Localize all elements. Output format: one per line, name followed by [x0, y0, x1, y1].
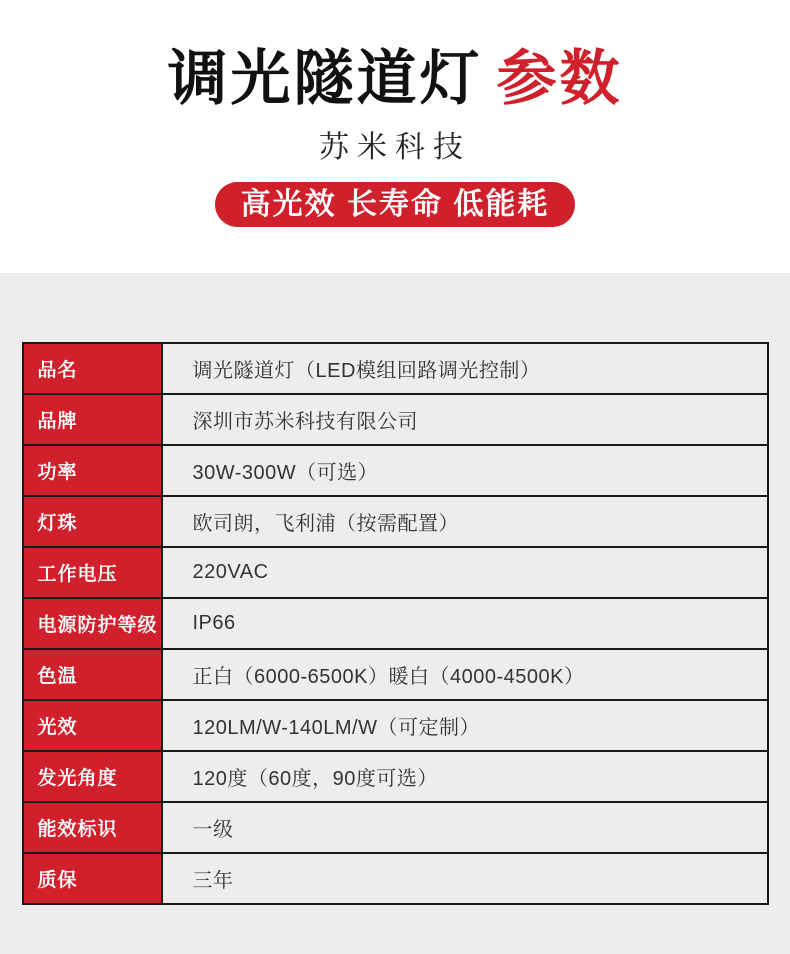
spec-row-value: IP66: [192, 612, 236, 634]
spec-row-label: 品名: [24, 344, 163, 393]
spec-row-value: 深圳市苏米科技有限公司: [192, 411, 418, 433]
spec-section: [0, 273, 790, 954]
spec-row: [24, 650, 767, 701]
spec-row-label: 光效: [24, 701, 163, 750]
spec-row: [24, 344, 767, 395]
spec-row: [24, 803, 767, 854]
spec-row-value: 欧司朗，飞利浦（按需配置）: [192, 513, 459, 535]
spec-row-value: 120度（60度，90度可选）: [192, 768, 438, 790]
page-title: [0, 0, 790, 112]
spec-row-label: 发光角度: [24, 752, 163, 801]
spec-row-label: 能效标识: [24, 803, 163, 852]
spec-row-label: 品牌: [24, 395, 163, 444]
spec-row: [24, 854, 767, 905]
spec-row-label: 电源防护等级: [24, 599, 163, 648]
spec-row: [24, 548, 767, 599]
feature-badge: 高光效 长寿命 低能耗: [215, 182, 576, 227]
spec-row: [24, 395, 767, 446]
spec-row: [24, 752, 767, 803]
spec-row-label: 灯珠: [24, 497, 163, 546]
spec-row-label: 质保: [24, 854, 163, 903]
spec-row-value: 三年: [192, 870, 234, 892]
brand-subtitle: 苏米科技: [319, 131, 471, 164]
page-title-product: 调光隧道灯: [167, 45, 483, 112]
header-section: [0, 0, 790, 273]
spec-row-value: 30W-300W（可选）: [192, 462, 379, 484]
spec-table: [22, 342, 769, 905]
spec-row-label: 色温: [24, 650, 163, 699]
spec-row-value: 220VAC: [192, 561, 269, 583]
spec-row: [24, 497, 767, 548]
spec-row-value: 正白（6000-6500K）暖白（4000-4500K）: [192, 666, 585, 688]
spec-row-value: 调光隧道灯（LED模组回路调光控制）: [192, 360, 541, 382]
page-title-accent: 参数: [496, 45, 623, 112]
spec-row: [24, 446, 767, 497]
spec-row-value: 120LM/W-140LM/W（可定制）: [192, 717, 480, 739]
spec-row-label: 功率: [24, 446, 163, 495]
spec-row: [24, 599, 767, 650]
spec-row-value: 一级: [192, 819, 234, 841]
spec-row-label: 工作电压: [24, 548, 163, 597]
spec-row: [24, 701, 767, 752]
